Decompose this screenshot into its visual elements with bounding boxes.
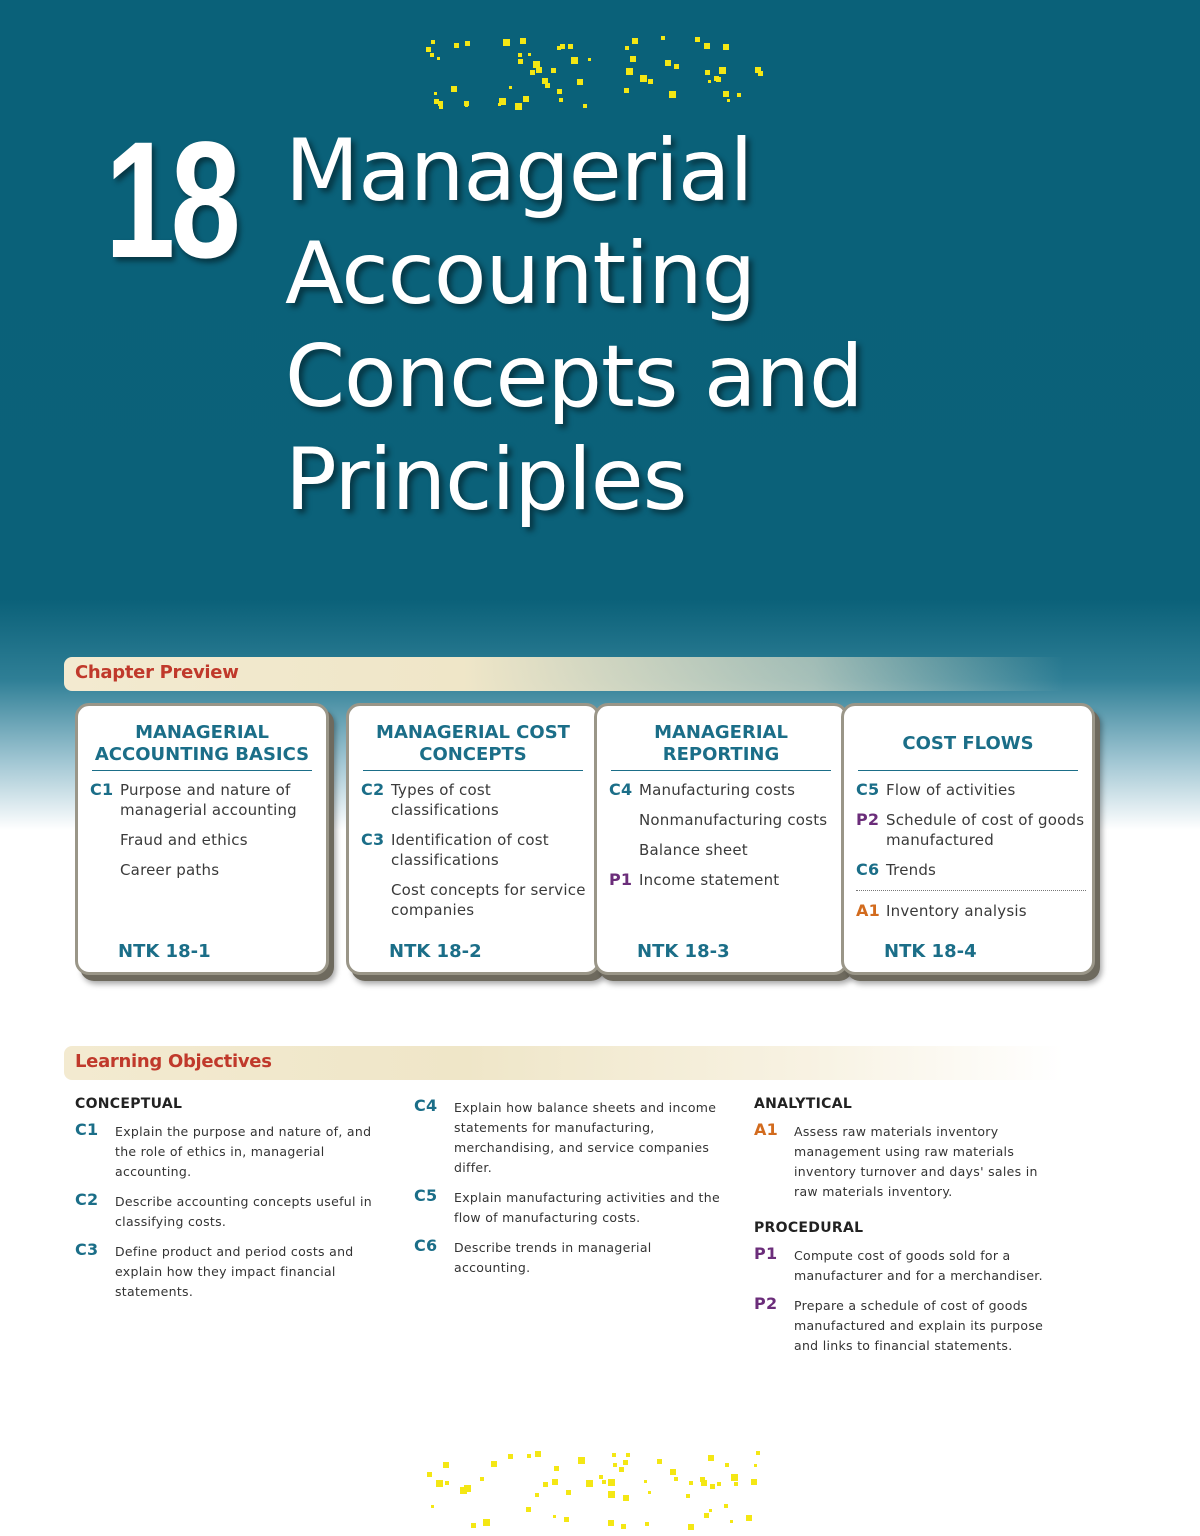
item-text: Nonmanufacturing costs: [639, 811, 828, 829]
decorative-dot: [751, 1479, 757, 1485]
decorative-dot: [626, 68, 633, 75]
item-text: Schedule of cost of goods manufactured: [886, 811, 1085, 849]
objective-text: Describe accounting concepts useful in classifying costs.: [115, 1194, 373, 1229]
objective-item: [75, 1122, 380, 1182]
ntk-link[interactable]: NTK 18-4: [884, 941, 977, 962]
item-text: Cost concepts for service companies: [391, 881, 586, 919]
decorative-dot: [559, 98, 563, 102]
decorative-dot: [602, 1480, 606, 1484]
decorative-dot: [508, 1454, 513, 1459]
decorative-dot: [431, 40, 435, 44]
decorative-dot: [613, 1463, 617, 1467]
decorative-dot: [625, 46, 629, 50]
decorative-dot: [528, 53, 531, 56]
decorative-dot: [520, 38, 526, 44]
ntk-link[interactable]: NTK 18-3: [637, 941, 730, 962]
conceptual-heading: CONCEPTUAL: [75, 1096, 183, 1112]
decorative-dot: [427, 1472, 432, 1477]
card-items: [361, 780, 591, 930]
item-code: C6: [856, 860, 880, 879]
decorative-dot: [431, 1505, 434, 1508]
objective-text: Explain the purpose and nature of, and the role of ethics in, managerial accounting.: [115, 1124, 372, 1179]
chapter-preview-label: Chapter Preview: [75, 662, 239, 683]
decorative-dot: [527, 1454, 531, 1458]
objective-item: [754, 1122, 1054, 1202]
decorative-dot: [727, 99, 730, 102]
decorative-dot: [464, 1485, 471, 1492]
decorative-dot: [543, 1482, 548, 1487]
decorative-dot: [557, 46, 561, 50]
preview-card-basics: [75, 703, 329, 975]
decorative-dot: [518, 59, 523, 64]
card-item: [856, 901, 1086, 921]
decorative-dot: [434, 99, 439, 104]
decorative-dot: [717, 1482, 721, 1486]
objective-item: [75, 1242, 380, 1302]
decorative-dot: [471, 1523, 476, 1528]
decorative-dot: [451, 86, 457, 92]
decorative-dot: [480, 1477, 484, 1481]
decorative-dot: [483, 1519, 490, 1526]
card-divider: [858, 770, 1078, 771]
objective-code: C4: [414, 1096, 438, 1115]
decorative-dot: [518, 53, 522, 57]
decorative-dot: [588, 58, 591, 61]
decorative-dot: [719, 67, 726, 74]
decorative-dot: [724, 1504, 728, 1508]
item-code: C1: [90, 780, 114, 799]
decorative-dot: [580, 1459, 583, 1462]
card-title: MANAGERIAL REPORTING: [654, 722, 788, 765]
decorative-dot: [623, 1495, 629, 1501]
decorative-dot: [674, 64, 679, 69]
decorative-dot: [535, 1493, 539, 1497]
objective-code: C2: [75, 1190, 99, 1209]
decorative-dot: [758, 71, 763, 76]
card-divider: [92, 770, 312, 771]
decorative-dot: [670, 1469, 676, 1475]
decorative-dot: [700, 1477, 705, 1482]
decorative-dot: [648, 79, 653, 84]
preview-card-reporting: [594, 703, 848, 975]
card-item: [361, 780, 591, 820]
decorative-dot: [608, 1479, 615, 1486]
objective-code: A1: [754, 1120, 779, 1139]
objective-text: Explain how balance sheets and income statements for manufacturing, merchandising, and service companies differ.: [454, 1100, 717, 1175]
objective-text: Assess raw materials inventory management using raw materials inventory turnover and days' sales in raw materials inventory.: [794, 1124, 1038, 1199]
item-text: Balance sheet: [639, 841, 748, 859]
decorative-dot: [705, 70, 710, 75]
chapter-title-line: Managerial: [285, 121, 753, 221]
item-text: Types of cost classifications: [391, 781, 499, 819]
decorative-dot: [630, 56, 636, 62]
decorative-dot: [553, 1515, 556, 1518]
objective-item: [414, 1098, 726, 1178]
decorative-dot: [661, 36, 665, 40]
decorative-dots-bottom: [425, 1420, 775, 1530]
objective-item: [414, 1188, 726, 1228]
item-code: C5: [856, 780, 880, 799]
ntk-link[interactable]: NTK 18-1: [118, 941, 211, 962]
chapter-title-line: Principles: [285, 430, 687, 530]
objective-code: C6: [414, 1236, 438, 1255]
item-code: P2: [856, 810, 880, 829]
item-text: Trends: [886, 861, 937, 879]
decorative-dot: [599, 1475, 603, 1479]
card-title: MANAGERIAL ACCOUNTING BASICS: [94, 722, 310, 765]
objective-text: Describe trends in managerial accounting.: [454, 1240, 652, 1275]
card-items: [856, 780, 1086, 931]
decorative-dot: [583, 104, 587, 108]
decorative-dot: [648, 1491, 651, 1494]
decorative-dot: [437, 57, 440, 60]
decorative-dot: [695, 37, 700, 42]
decorative-dot: [530, 70, 535, 75]
chapter-title: [285, 120, 1085, 532]
decorative-dot: [612, 1453, 616, 1457]
card-item: [609, 840, 839, 860]
decorative-dot: [608, 1520, 614, 1526]
objective-text: Define product and period costs and explain how they impact financial statements.: [115, 1244, 354, 1299]
objectives-column-conceptual-1: [75, 1096, 380, 1312]
decorative-dot: [731, 1474, 738, 1481]
decorative-dot: [608, 1491, 615, 1498]
item-code: A1: [856, 901, 880, 920]
decorative-dot: [723, 91, 729, 97]
objective-item: [414, 1238, 726, 1278]
objectives-column-conceptual-2: [414, 1098, 726, 1288]
decorative-dot: [430, 53, 434, 57]
objective-item: [754, 1246, 1054, 1286]
chapter-title-line: Accounting: [285, 224, 756, 324]
decorative-dot: [564, 1517, 569, 1522]
decorative-dot: [657, 1459, 662, 1464]
decorative-dot: [756, 1451, 760, 1455]
preview-card-cost-concepts: [346, 703, 600, 975]
decorative-dot: [552, 1479, 558, 1485]
card-item: [609, 810, 839, 830]
decorative-dot: [535, 1451, 541, 1457]
decorative-dot: [704, 43, 710, 49]
item-text: Inventory analysis: [886, 902, 1027, 920]
objective-text: Compute cost of goods sold for a manufacturer and for a merchandiser.: [794, 1248, 1043, 1283]
decorative-dot: [645, 1522, 649, 1526]
decorative-dot: [730, 1520, 733, 1523]
decorative-dot: [704, 1513, 709, 1518]
decorative-dot: [509, 86, 512, 89]
decorative-dot: [624, 88, 629, 93]
dotted-divider: [856, 890, 1086, 891]
decorative-dot: [498, 103, 501, 106]
card-item: [609, 780, 839, 800]
decorative-dot: [551, 68, 556, 73]
decorative-dot: [526, 1507, 531, 1512]
card-item: [361, 830, 591, 870]
card-items: [90, 780, 320, 890]
decorative-dot: [434, 92, 437, 95]
decorative-dot: [566, 1490, 571, 1495]
decorative-dot: [491, 1461, 497, 1467]
objective-code: P1: [754, 1244, 778, 1263]
objectives-column-analytical-procedural: [754, 1096, 1054, 1366]
item-text: Income statement: [639, 871, 780, 889]
decorative-dot: [688, 1524, 694, 1530]
decorative-dot: [515, 103, 522, 110]
card-title: MANAGERIAL COST CONCEPTS: [376, 722, 570, 765]
decorative-dot: [503, 39, 510, 46]
decorative-dot: [674, 1477, 678, 1481]
decorative-dot: [686, 1494, 690, 1498]
decorative-dot: [464, 101, 469, 106]
chapter-preview-bar: [64, 657, 1064, 691]
preview-card-cost-flows: [841, 703, 1095, 975]
decorative-dot: [669, 91, 676, 98]
decorative-dot: [737, 93, 741, 97]
decorative-dot: [626, 1453, 630, 1457]
decorative-dot: [621, 1524, 626, 1529]
decorative-dot: [716, 77, 721, 82]
decorative-dot: [426, 47, 431, 52]
decorative-dot: [523, 96, 529, 102]
decorative-dot: [533, 61, 540, 68]
decorative-dot: [465, 41, 470, 46]
objective-item: [75, 1192, 380, 1232]
decorative-dot: [554, 1466, 559, 1471]
decorative-dot: [443, 1462, 449, 1468]
decorative-dot: [723, 44, 729, 50]
card-items: [609, 780, 839, 900]
item-text: Identification of cost classifications: [391, 831, 549, 869]
card-item: [856, 780, 1086, 800]
decorative-dot: [708, 1455, 714, 1461]
decorative-dot: [586, 1480, 593, 1487]
decorative-dot: [632, 38, 638, 44]
card-item: [856, 810, 1086, 850]
decorative-dot: [709, 1509, 712, 1512]
decorative-dot: [644, 1480, 647, 1483]
ntk-link[interactable]: NTK 18-2: [389, 941, 482, 962]
decorative-dot: [542, 78, 548, 84]
decorative-dot: [445, 1481, 449, 1485]
decorative-dot: [725, 1463, 729, 1467]
decorative-dot: [568, 44, 573, 49]
decorative-dot: [571, 57, 578, 64]
card-item: [90, 780, 320, 820]
objective-text: Explain manufacturing activities and the flow of manufacturing costs.: [454, 1190, 720, 1225]
decorative-dot: [619, 1467, 624, 1472]
chapter-number: 18: [105, 108, 237, 293]
card-item: [90, 830, 320, 850]
objective-code: P2: [754, 1294, 778, 1313]
decorative-dot: [710, 1484, 715, 1489]
chapter-title-line: Concepts and: [285, 327, 863, 427]
objective-code: C3: [75, 1240, 99, 1259]
item-code: P1: [609, 870, 633, 889]
decorative-dot: [623, 1460, 628, 1465]
objective-text: Prepare a schedule of cost of goods manufactured and explain its purpose and links to financial statements.: [794, 1298, 1044, 1353]
decorative-dot: [557, 89, 562, 94]
item-text: Career paths: [120, 861, 220, 879]
card-divider: [611, 770, 831, 771]
objective-code: C1: [75, 1120, 99, 1139]
objective-code: C5: [414, 1186, 438, 1205]
decorative-dot: [454, 43, 459, 48]
decorative-dot: [734, 1482, 738, 1486]
card-item: [90, 860, 320, 880]
decorative-dot: [436, 1480, 443, 1487]
analytical-heading: ANALYTICAL: [754, 1096, 853, 1112]
decorative-dots-top: [425, 0, 775, 110]
decorative-dot: [754, 1464, 757, 1467]
decorative-dot: [746, 1515, 752, 1521]
item-text: Fraud and ethics: [120, 831, 248, 849]
decorative-dot: [577, 79, 583, 85]
item-text: Manufacturing costs: [639, 781, 796, 799]
decorative-dot: [640, 75, 647, 82]
procedural-heading: PROCEDURAL: [754, 1220, 864, 1236]
item-code: C4: [609, 780, 633, 799]
item-text: Purpose and nature of managerial accounting: [120, 781, 297, 819]
learning-objectives-label: Learning Objectives: [75, 1051, 272, 1072]
card-divider: [363, 770, 583, 771]
learning-objectives-bar: [64, 1046, 1064, 1080]
card-item: [361, 880, 591, 920]
card-item: [856, 860, 1086, 880]
item-text: Flow of activities: [886, 781, 1016, 799]
item-code: C3: [361, 830, 385, 849]
objective-item: [754, 1296, 1054, 1356]
decorative-dot: [708, 80, 711, 83]
card-title: COST FLOWS: [902, 733, 1034, 754]
card-item: [609, 870, 839, 890]
item-code: C2: [361, 780, 385, 799]
decorative-dot: [689, 1481, 693, 1485]
decorative-dot: [665, 60, 671, 66]
